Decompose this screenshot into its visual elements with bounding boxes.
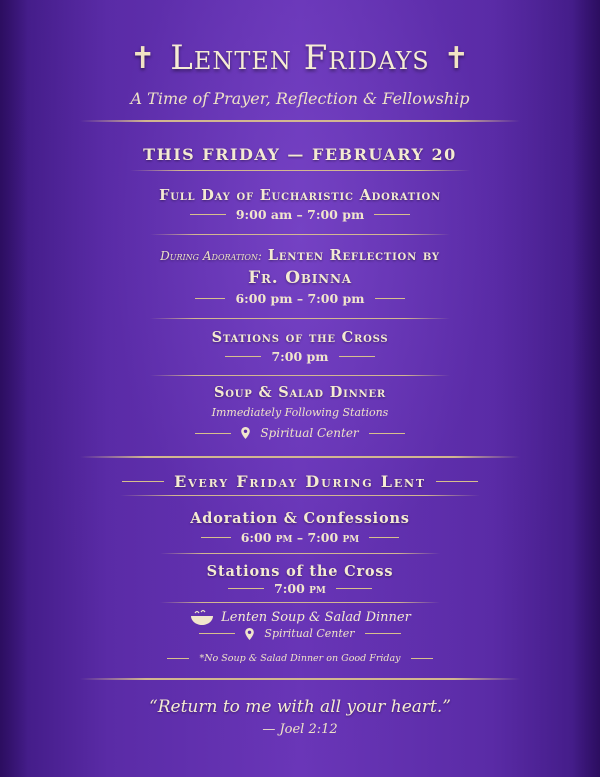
dash — [365, 633, 401, 634]
divider — [160, 553, 440, 554]
event-title-line1: Lenten Reflection by — [267, 247, 440, 264]
dash — [195, 298, 225, 299]
event-location: Spiritual Center — [264, 627, 355, 640]
event-title: Stations of the Cross — [206, 563, 394, 580]
divider — [150, 318, 450, 319]
dash — [374, 214, 410, 215]
dash — [369, 433, 405, 434]
event-location: Spiritual Center — [260, 426, 359, 440]
event-title-row — [0, 608, 600, 626]
this-friday-heading: THIS FRIDAY — FEBRUARY 20 — [143, 145, 457, 164]
every-friday-heading: Every Friday During Lent — [174, 472, 426, 491]
dash — [225, 356, 261, 357]
event-time-row — [0, 349, 600, 364]
dash — [167, 658, 189, 659]
event-location-row — [0, 426, 600, 440]
event-title-line2: Fr. Obinna — [248, 268, 352, 288]
title-text: Lenten Fridays — [170, 38, 430, 78]
event-prefix: During Adoration: — [160, 249, 262, 263]
dash — [436, 481, 478, 482]
dash — [201, 537, 231, 538]
subtitle: A Time of Prayer, Reflection & Fellowship — [130, 89, 470, 108]
footnote: *No Soup & Salad Dinner on Good Friday — [199, 653, 401, 664]
event-time-row — [0, 581, 600, 596]
event-title: Soup & Salad Dinner — [213, 384, 387, 401]
divider — [80, 120, 520, 122]
dash — [190, 214, 226, 215]
event-title: Lenten Soup & Salad Dinner — [221, 609, 411, 625]
event-time: 9:00 am – 7:00 pm — [235, 207, 365, 222]
event-time: 7:00 pm — [271, 349, 329, 364]
dash — [411, 658, 433, 659]
event-time-row — [0, 207, 600, 222]
event-location-row — [0, 627, 600, 640]
divider — [130, 170, 470, 171]
every-friday-heading-row — [0, 472, 600, 491]
divider — [160, 602, 440, 603]
dash — [228, 588, 264, 589]
footnote-row — [0, 653, 600, 664]
dash — [122, 481, 164, 482]
map-pin-icon — [241, 427, 250, 439]
dash — [369, 537, 399, 538]
event-note: Immediately Following Stations — [211, 406, 389, 419]
event-title: Stations of the Cross — [211, 329, 389, 346]
dash — [195, 433, 231, 434]
divider — [80, 678, 520, 680]
event-title: Full Day of Eucharistic Adoration — [159, 187, 441, 204]
divider — [80, 456, 520, 458]
event-time: 6:00 pm – 7:00 pm — [235, 291, 365, 306]
divider — [150, 375, 450, 376]
event-time-row — [0, 291, 600, 306]
event-time: 7:00 pm — [274, 581, 326, 596]
divider — [120, 495, 480, 496]
dash — [336, 588, 372, 589]
map-pin-icon — [245, 628, 254, 640]
latin-cross-icon: ✝ — [443, 40, 470, 76]
event-title — [0, 247, 600, 264]
event-time-row — [0, 530, 600, 545]
divider — [150, 234, 450, 235]
scripture-quote: “Return to me with all your heart.” — [149, 697, 451, 717]
soup-bowl-icon — [189, 608, 215, 626]
event-title: Adoration & Confessions — [190, 510, 410, 527]
dash — [375, 298, 405, 299]
latin-cross-icon: ✝ — [130, 40, 157, 76]
event-time: 6:00 pm – 7:00 pm — [240, 530, 360, 545]
page-title — [0, 38, 600, 78]
dash — [199, 633, 235, 634]
scripture-reference: — Joel 2:12 — [262, 722, 338, 737]
dash — [339, 356, 375, 357]
